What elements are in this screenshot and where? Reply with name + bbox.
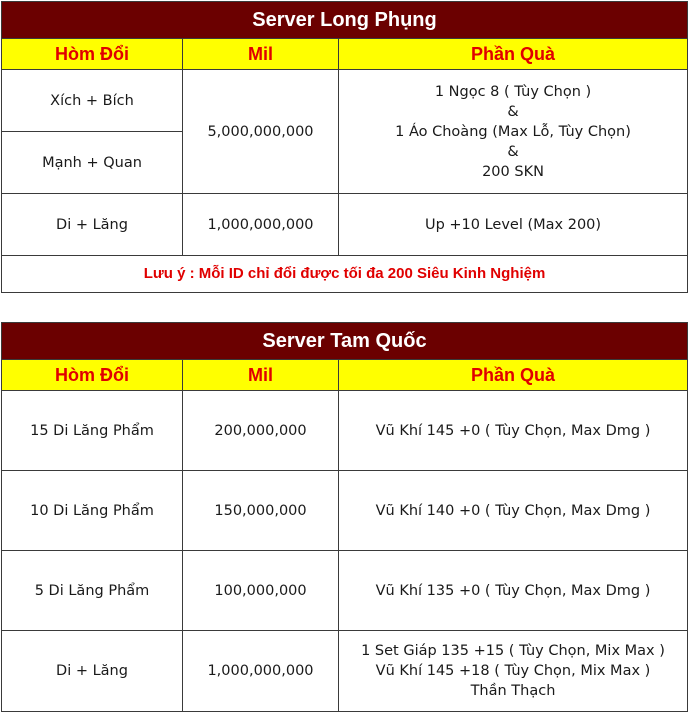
mil-cell: 1,000,000,000 xyxy=(183,631,339,712)
box-cell: 5 Di Lăng Phẩm xyxy=(2,551,183,631)
long-phung-title: Server Long Phụng xyxy=(2,2,688,39)
table-row xyxy=(2,391,688,471)
reward-line: & xyxy=(507,143,519,160)
reward-cell: Vũ Khí 140 +0 ( Tùy Chọn, Max Dmg ) xyxy=(339,471,688,551)
header-reward: Phần Quà xyxy=(339,360,688,391)
header-mil: Mil xyxy=(183,39,339,70)
reward-line: Vũ Khí 145 +18 ( Tùy Chọn, Mix Max ) xyxy=(375,663,651,679)
reward-cell: Vũ Khí 145 +0 ( Tùy Chọn, Max Dmg ) xyxy=(339,391,688,471)
box-cell: 10 Di Lăng Phẩm xyxy=(2,471,183,551)
tam-quoc-title: Server Tam Quốc xyxy=(2,323,688,360)
reward-line: Thần Thạch xyxy=(470,683,556,699)
header-reward: Phần Quà xyxy=(339,39,688,70)
box-cell: Di + Lăng xyxy=(2,631,183,712)
header-box: Hòm Đổi xyxy=(2,39,183,70)
mil-cell: 200,000,000 xyxy=(183,391,339,471)
table-row xyxy=(2,70,688,132)
reward-line: 1 Ngọc 8 ( Tùy Chọn ) xyxy=(434,83,592,100)
reward-line: 1 Áo Choàng (Max Lỗ, Tùy Chọn) xyxy=(395,123,631,140)
reward-cell: Up +10 Level (Max 200) xyxy=(339,194,688,256)
header-mil: Mil xyxy=(183,360,339,391)
reward-cell: Vũ Khí 135 +0 ( Tùy Chọn, Max Dmg ) xyxy=(339,551,688,631)
mil-cell: 150,000,000 xyxy=(183,471,339,551)
tam-quoc-table xyxy=(1,322,688,712)
mil-cell: 100,000,000 xyxy=(183,551,339,631)
reward-line: & xyxy=(507,103,519,120)
table-row xyxy=(2,194,688,256)
box-cell: Mạnh + Quan xyxy=(2,132,183,194)
box-cell: Di + Lăng xyxy=(2,194,183,256)
reward-cell xyxy=(339,631,688,712)
note-text: Lưu ý : Mỗi ID chỉ đổi được tối đa 200 Siêu Kinh Nghiệm xyxy=(2,256,688,293)
mil-cell: 5,000,000,000 xyxy=(183,70,339,194)
reward-line: 200 SKN xyxy=(482,163,544,180)
box-cell: Xích + Bích xyxy=(2,70,183,132)
mil-cell: 1,000,000,000 xyxy=(183,194,339,256)
table-row xyxy=(2,551,688,631)
reward-cell xyxy=(339,70,688,194)
reward-line: 1 Set Giáp 135 +15 ( Tùy Chọn, Mix Max ) xyxy=(361,643,665,659)
long-phung-table xyxy=(1,1,688,293)
header-box: Hòm Đổi xyxy=(2,360,183,391)
table-row xyxy=(2,631,688,712)
box-cell: 15 Di Lăng Phẩm xyxy=(2,391,183,471)
table-row xyxy=(2,471,688,551)
